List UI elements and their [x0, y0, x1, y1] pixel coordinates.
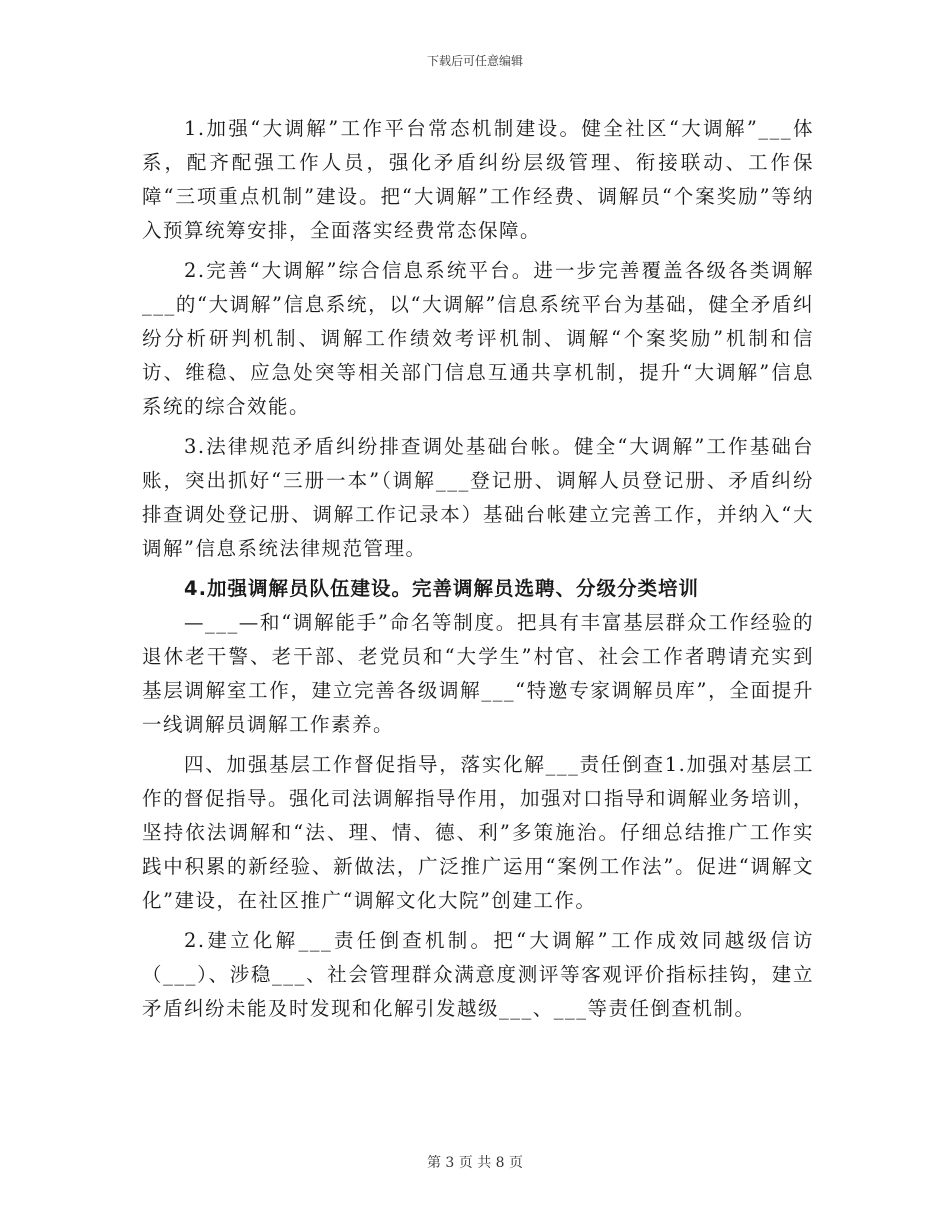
page-number: 第 3 页 共 8 页: [426, 1155, 524, 1171]
paragraph-ledger: 3.法律规范矛盾纠纷排查调处基础台帐。健全“大调解”工作基础台账，突出抓好“三册一本”（调解___登记册、调解人员登记册、矛盾纠纷排查调处登记册、调解工作记录本）基础台帐建立完善工作，并纳入“大调解”信息系统法律规范管理。: [142, 435, 814, 560]
document-body: [142, 112, 814, 1032]
paragraph-team-building-heading: 4.加强调解员队伍建设。完善调解员选聘、分级分类培训: [184, 577, 699, 600]
paragraph-team-building-body: —___—和“调解能手”命名等制度。把具有丰富基层群众工作经验的退休老干警、老干部、老党员和“大学生”村官、社会工作者聘请充实到基层调解室工作，建立完善各级调解___“特邀专家调解员库”，全面提升一线调解员调解工作素养。: [142, 611, 814, 736]
paragraph-accountability: 2.建立化解___责任倒查机制。把“大调解”工作成效同越级信访（___）、涉稳___、社会管理群众满意度测评等客观评价指标挂钩，建立矛盾纠纷未能及时发现和化解引发越级___、___等责任倒查机制。: [142, 929, 814, 1020]
paragraph-supervision: 四、加强基层工作督促指导，落实化解___责任倒查1.加强对基层工作的督促指导。强化司法调解指导作用，加强对口指导和调解业务培训，坚持依法调解和“法、理、情、德、利”多策施治。仔细总结推广工作实践中积累的新经验、新做法，广泛推广运用“案例工作法”。促进“调解文化”建设，在社区推广“调解文化大院”创建工作。: [142, 753, 815, 912]
paragraph-info-system: 2.完善“大调解”综合信息系统平台。进一步完善覆盖各级各类调解___的“大调解”信息系统，以“大调解”信息系统平台为基础，健全矛盾纠纷分析研判机制、调解工作绩效考评机制、调解“个案奖励”机制和信访、维稳、应急处突等相关部门信息互通共享机制，提升“大调解”信息系统的综合效能。: [142, 259, 814, 418]
paragraph-platform-mechanism: 1.加强“大调解”工作平台常态机制建设。健全社区“大调解”___体系，配齐配强工作人员，强化矛盾纠纷层级管理、衔接联动、工作保障“三项重点机制”建设。把“大调解”工作经费、调解员“个案奖励”等纳入预算统筹安排，全面落实经费常态保障。: [142, 117, 814, 242]
page-header-note: 下载后可任意编辑: [426, 54, 523, 68]
